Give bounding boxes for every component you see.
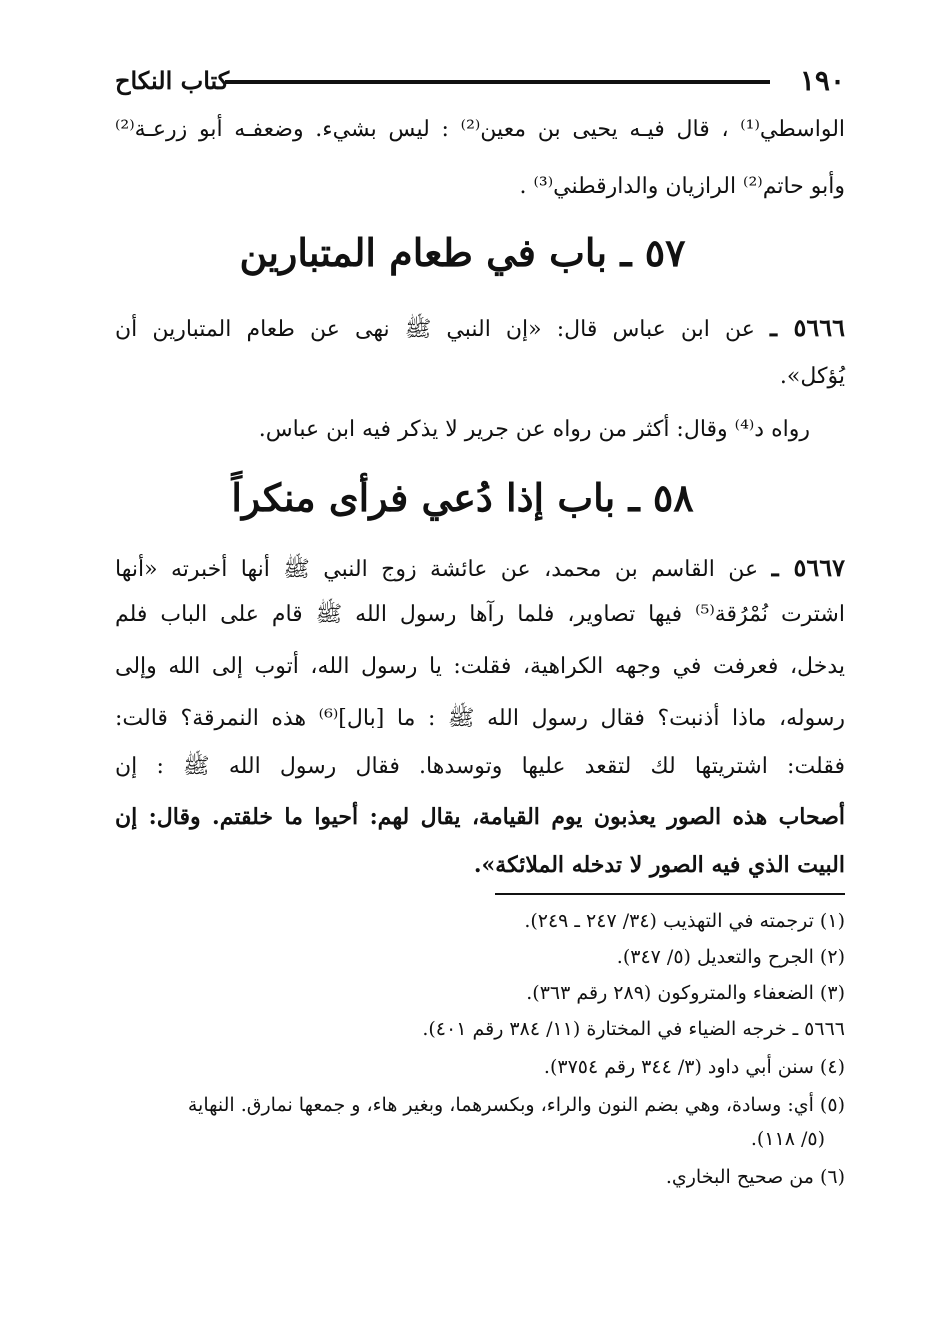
footnote-separator [495,893,845,895]
intro-line-2: وأبو حاتم⁽²⁾ الرازيان والدارقطني⁽³⁾ . [519,174,845,199]
footnote-6: (٦) من صحيح البخاري. [665,1166,845,1188]
footnote-2: (٢) الجرح والتعديل (٥/ ٣٤٧). [616,946,845,968]
footnote-1: (١) ترجمته في التهذيب (٣٤/ ٢٤٧ ـ ٢٤٩). [524,910,845,932]
hadith-number: ٥٦٦٦ ـ [769,313,846,342]
chapter-57-heading: ٥٧ ـ باب في طعام المتبارين [239,230,686,275]
hadith-5666-line-2: يُؤكل». [779,364,845,389]
hadith-5667-line-6: أصحاب هذه الصور يعذبون يوم القيامة، يقال لهم: أحيوا ما خلقتم. وقال: إن [115,804,845,830]
hadith-5667-line-4: رسوله، ماذا أذنبت؟ فقال رسول الله ﷺ : ما [بال]⁽⁶⁾ هذه النمرقة؟ قالت: [115,706,846,731]
intro-line-1: الواسطي⁽¹⁾ ، قال فيـه يحيى بن معين⁽²⁾ : ليس بشيء. وضعفـه أبو زرعـة⁽²⁾ [115,117,846,142]
chapter-58-heading: ٥٨ ـ باب إذا دُعي فرأى منكراً [231,475,694,520]
book-title: كتاب النكاح [115,66,230,95]
hadith-5667-line-3: يدخل، فعرفت في وجهه الكراهية، فقلت: يا رسول الله، أتوب إلى الله وإلى [115,654,845,679]
hadith-5666-line-1 [115,313,845,345]
hadith-text: عن ابن عباس قال: «إن النبي ﷺ نهى عن طعام المتبارين أن [115,317,755,342]
footnote-4: (٤) سنن أبي داود (٣/ ٣٤٤ رقم ٣٧٥٤). [543,1056,845,1078]
hadith-5667-line-1 [115,553,845,585]
hadith-text: عن القاسم بن محمد، عن عائشة زوج النبي ﷺ أنها أخبرته «أنها [115,557,759,582]
hadith-number: ٥٦٦٧ ـ [771,553,845,582]
footnote-3: (٣) الضعفاء والمتروكون (٢٨٩ رقم ٣٦٣). [526,982,845,1004]
header-rule [225,80,770,84]
hadith-5666-note: رواه د⁽⁴⁾ وقال: أكثر من رواه عن جرير لا يذكر فيه ابن عباس. [258,417,810,442]
footnote-5: (٥) أي: وسادة، وهي بضم النون والراء، وبكسرهما، وبغير هاء، و جمعها نمارق. النهاية [187,1094,845,1116]
hadith-5667-line-7: البيت الذي فيه الصور لا تدخله الملائكة». [473,852,845,878]
footnote-5666: ٥٦٦٦ ـ خرجه الضياء في المختارة (١١/ ٣٨٤ رقم ٤٠١). [422,1018,845,1040]
page-header [115,62,845,102]
footnote-5-cont: (٥/ ١١٨). [750,1128,825,1150]
page-number: ١٩٠ [799,64,845,97]
hadith-5667-line-2: اشترت نُمْرُقة⁽⁵⁾ فيها تصاوير، فلما رآها رسول الله ﷺ قام على الباب فلم [115,602,845,627]
hadith-5667-line-5: فقلت: اشتريتها لك لتقعد عليها وتوسدها. فقال رسول الله ﷺ : إن [115,754,845,779]
